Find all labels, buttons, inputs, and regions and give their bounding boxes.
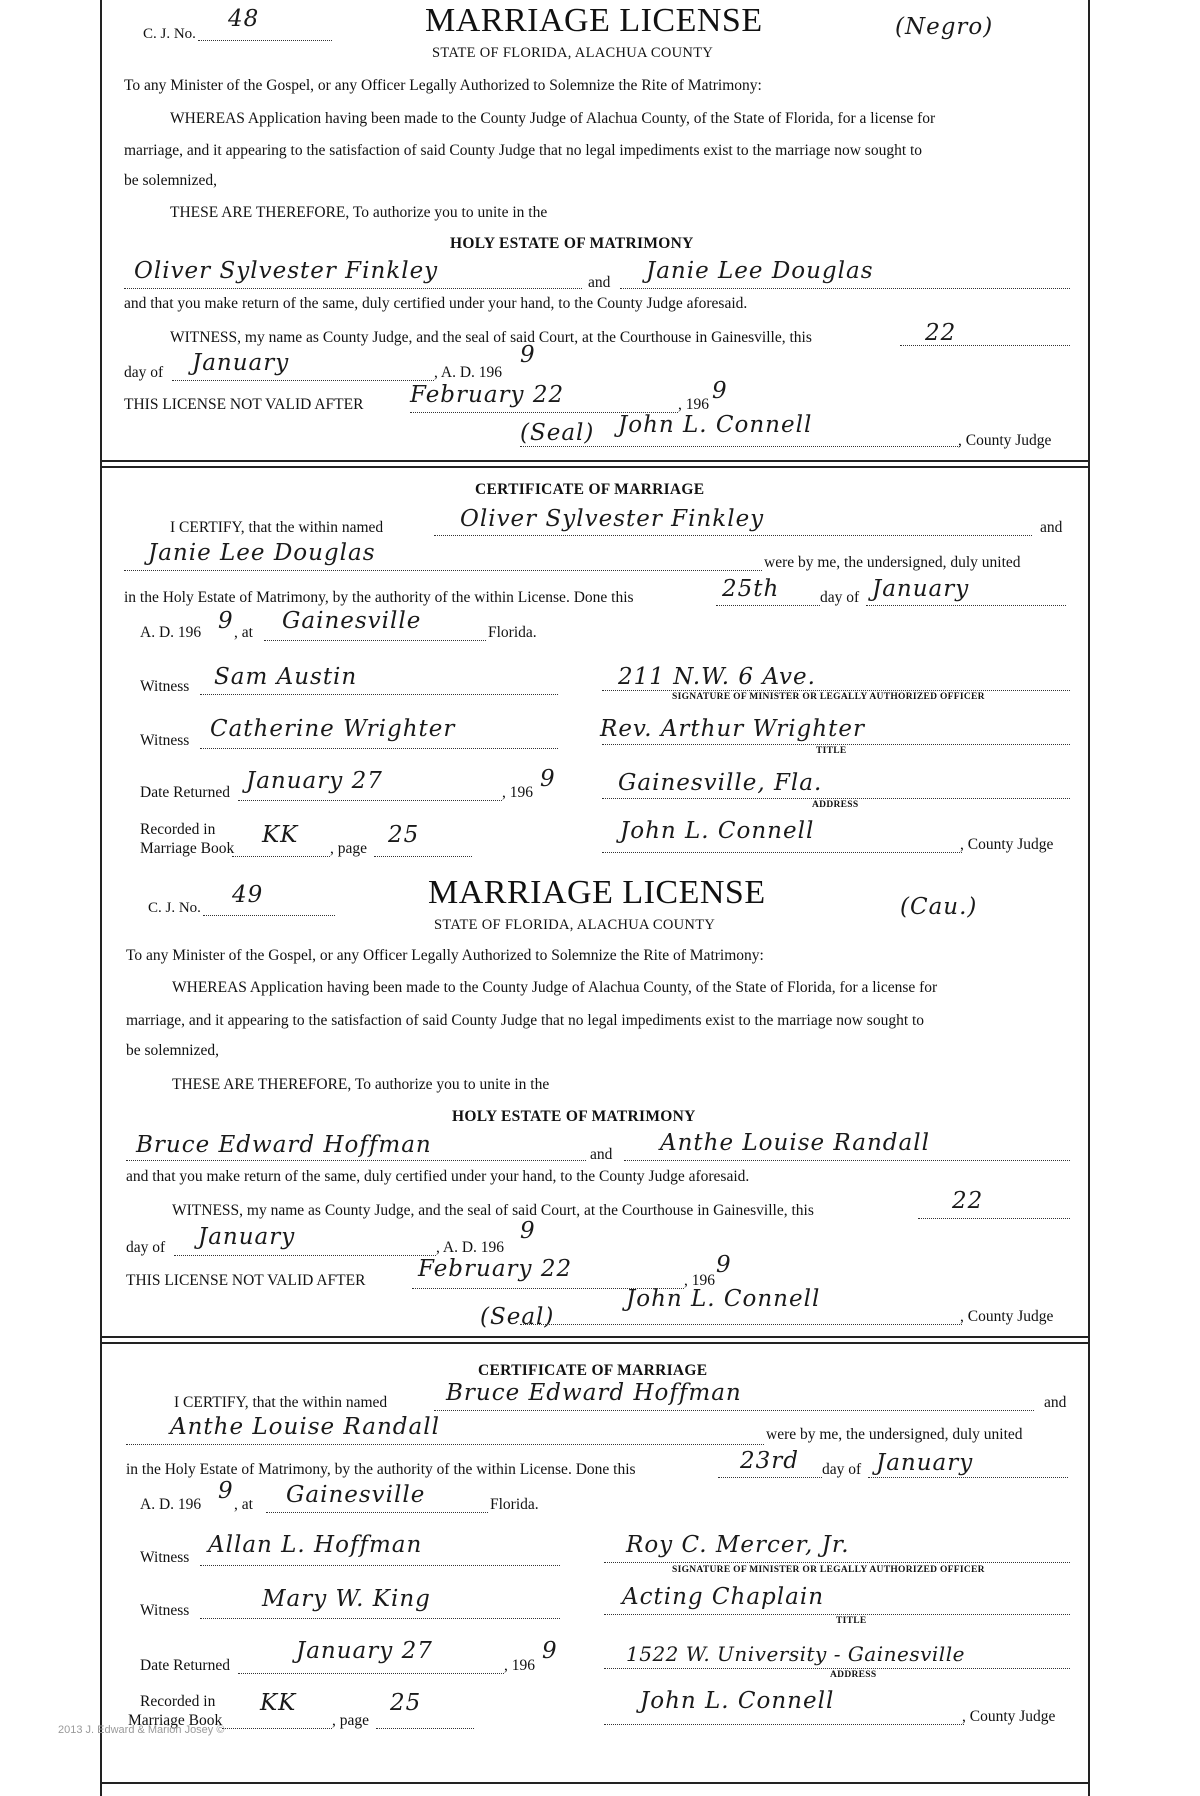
cert-bride-name: Anthe Louise Randall — [170, 1414, 440, 1440]
not-valid-label: THIS LICENSE NOT VALID AFTER — [126, 1272, 366, 1289]
holy-estate-line: in the Holy Estate of Matrimony, by the authority of the within License. Done this — [126, 1461, 636, 1478]
therefore-line: THESE ARE THEREFORE, To authorize you to unite in the — [170, 204, 548, 221]
minister-signature: 211 N.W. 6 Ave. — [618, 664, 816, 690]
address-value: 1522 W. University - Gainesville — [626, 1642, 965, 1666]
license-title: MARRIAGE LICENSE — [425, 2, 763, 39]
groom-name: Bruce Edward Hoffman — [136, 1132, 432, 1158]
whereas-line-1: WHEREAS Application having been made to the County Judge of Alachua County, of the State of Florida, for a license for — [170, 110, 936, 127]
book-value: KK — [260, 1690, 297, 1716]
address-line: To any Minister of the Gospel, or any Officer Legally Authorized to Solemnize the Rite of Matrimony: — [126, 947, 764, 964]
at-label: , at — [234, 1496, 253, 1513]
whereas-line-3: be solemnized, — [124, 172, 217, 189]
sig-minister-caption: SIGNATURE OF MINISTER OR LEGALLY AUTHORIZED OFFICER — [672, 1565, 985, 1575]
ad-196-label: A. D. 196 — [140, 624, 202, 641]
cj-no-value: 48 — [228, 6, 260, 32]
minister-title-value: Acting Chaplain — [622, 1584, 825, 1610]
minister-signature: Roy C. Mercer, Jr. — [626, 1532, 850, 1558]
book-value: KK — [262, 822, 299, 848]
separator — [100, 1336, 1090, 1338]
day-of-label: day of — [126, 1239, 166, 1256]
address-value: Gainesville, Fla. — [618, 770, 823, 796]
witness-1-label: Witness — [140, 1549, 190, 1566]
county-judge-label: , County Judge — [960, 1308, 1054, 1325]
license-subtitle: STATE OF FLORIDA, ALACHUA COUNTY — [432, 45, 714, 61]
witness-2-name: Mary W. King — [262, 1586, 431, 1612]
cj-no-label: C. J. No. — [143, 26, 196, 42]
certify-label: I CERTIFY, that the within named — [174, 1394, 388, 1411]
separator — [100, 466, 1090, 468]
date-returned-label: Date Returned — [140, 784, 230, 801]
marriage-book-label: Marriage Book — [128, 1712, 223, 1729]
cert-judge-signature: John L. Connell — [620, 818, 815, 844]
not-valid-date: February 22 — [410, 382, 565, 408]
minister-title-value: Rev. Arthur Wrighter — [600, 716, 865, 742]
not-valid-year-prefix: , 196 — [684, 1272, 715, 1289]
issue-day: 22 — [952, 1188, 984, 1214]
done-day-of-label: day of — [822, 1461, 862, 1478]
done-month: January — [872, 576, 970, 602]
returned-year-digit: 9 — [542, 1638, 558, 1664]
issue-year-digit: 9 — [520, 342, 536, 368]
done-day: 23rd — [740, 1448, 799, 1474]
done-year-digit: 9 — [218, 608, 234, 634]
cj-no-label: C. J. No. — [148, 900, 201, 916]
witness-1-label: Witness — [140, 678, 190, 695]
united-label: were by me, the undersigned, duly united — [764, 554, 1021, 571]
and-label: and — [588, 274, 611, 291]
address-caption: ADDRESS — [830, 1670, 877, 1680]
witness-2-label: Witness — [140, 1602, 190, 1619]
florida-label: Florida. — [488, 624, 537, 641]
cert-judge-signature: John L. Connell — [640, 1688, 835, 1714]
place: Gainesville — [286, 1482, 426, 1508]
certificate-title: CERTIFICATE OF MARRIAGE — [478, 1362, 708, 1379]
witness-1-name: Sam Austin — [214, 664, 358, 690]
whereas-line-1: WHEREAS Application having been made to the County Judge of Alachua County, of the State of Florida, for a license for — [172, 979, 938, 996]
bride-name: Anthe Louise Randall — [660, 1130, 930, 1156]
county-judge-label: , County Judge — [958, 432, 1052, 449]
cert-bride-name: Janie Lee Douglas — [148, 540, 376, 566]
margin-note: (Negro) — [895, 14, 994, 40]
witness-2-label: Witness — [140, 732, 190, 749]
therefore-line: THESE ARE THEREFORE, To authorize you to unite in the — [172, 1076, 550, 1093]
separator — [100, 460, 1090, 462]
cert-groom-name: Oliver Sylvester Finkley — [460, 506, 765, 532]
holy-estate-heading: HOLY ESTATE OF MATRIMONY — [452, 1108, 696, 1125]
license-subtitle: STATE OF FLORIDA, ALACHUA COUNTY — [434, 917, 716, 933]
whereas-line-2: marriage, and it appearing to the satisfaction of said County Judge that no legal impediments exist to the marriage now sought to — [126, 1012, 925, 1029]
page-label: , page — [332, 1712, 370, 1729]
copyright-watermark: 2013 J. Edward & Marion Josey © — [58, 1724, 225, 1736]
place: Gainesville — [282, 608, 422, 634]
date-returned: January 27 — [246, 768, 383, 794]
page-border-bottom — [100, 1782, 1090, 1784]
judge-signature: John L. Connell — [626, 1286, 821, 1312]
witness-line: WITNESS, my name as County Judge, and the seal of said Court, at the Courthouse in Gainesville, this — [172, 1202, 814, 1219]
return-line: and that you make return of the same, duly certified under your hand, to the County Judge aforesaid. — [126, 1168, 750, 1185]
issue-year-digit: 9 — [520, 1218, 536, 1244]
separator — [100, 1342, 1090, 1344]
not-valid-year-prefix: , 196 — [678, 396, 709, 413]
ad-196-label: A. D. 196 — [140, 1496, 202, 1513]
not-valid-label: THIS LICENSE NOT VALID AFTER — [124, 396, 364, 413]
seal-mark: (Seal) — [480, 1304, 555, 1330]
address-line: To any Minister of the Gospel, or any Officer Legally Authorized to Solemnize the Rite of Matrimony: — [124, 77, 762, 94]
cert-county-judge-label: , County Judge — [960, 836, 1054, 853]
united-label: were by me, the undersigned, duly united — [766, 1426, 1023, 1443]
address-caption: ADDRESS — [812, 800, 859, 810]
sig-minister-caption: SIGNATURE OF MINISTER OR LEGALLY AUTHORIZED OFFICER — [672, 692, 985, 702]
cert-county-judge-label: , County Judge — [962, 1708, 1056, 1725]
not-valid-date: February 22 — [418, 1256, 573, 1282]
issue-day: 22 — [925, 320, 957, 346]
cj-no-value: 49 — [232, 882, 264, 908]
date-returned: January 27 — [296, 1638, 433, 1664]
cert-and-label: and — [1040, 519, 1063, 536]
returned-year-prefix: , 196 — [502, 784, 533, 801]
license-title: MARRIAGE LICENSE — [428, 874, 766, 911]
title-caption: TITLE — [816, 746, 847, 756]
return-line: and that you make return of the same, duly certified under your hand, to the County Judge aforesaid. — [124, 295, 748, 312]
ad-label: , A. D. 196 — [434, 364, 503, 381]
date-returned-label: Date Returned — [140, 1657, 230, 1674]
certify-label: I CERTIFY, that the within named — [170, 519, 384, 536]
bride-name: Janie Lee Douglas — [646, 258, 874, 284]
witness-line: WITNESS, my name as County Judge, and the seal of said Court, at the Courthouse in Gainesville, this — [170, 329, 812, 346]
issue-month: January — [198, 1224, 296, 1250]
and-label: and — [590, 1146, 613, 1163]
done-month: January — [876, 1450, 974, 1476]
margin-note: (Cau.) — [900, 894, 978, 920]
recorded-in-label: Recorded in — [140, 1693, 216, 1710]
title-caption: TITLE — [836, 1616, 867, 1626]
done-day-of-label: day of — [820, 589, 860, 606]
florida-label: Florida. — [490, 1496, 539, 1513]
not-valid-year-digit: 9 — [716, 1252, 732, 1278]
page-border-right — [1088, 0, 1090, 1796]
returned-year-prefix: , 196 — [504, 1657, 535, 1674]
day-of-label: day of — [124, 364, 164, 381]
done-day: 25th — [722, 576, 780, 602]
certificate-title: CERTIFICATE OF MARRIAGE — [475, 481, 705, 498]
holy-estate-heading: HOLY ESTATE OF MATRIMONY — [450, 235, 694, 252]
page-border-left — [100, 0, 102, 1796]
witness-2-name: Catherine Wrighter — [210, 716, 456, 742]
page-label: , page — [330, 840, 368, 857]
page-value: 25 — [390, 1690, 422, 1716]
cert-groom-name: Bruce Edward Hoffman — [446, 1380, 742, 1406]
holy-estate-line: in the Holy Estate of Matrimony, by the authority of the within License. Done this — [124, 589, 634, 606]
judge-signature: John L. Connell — [618, 412, 813, 438]
at-label: , at — [234, 624, 253, 641]
whereas-line-3: be solemnized, — [126, 1042, 219, 1059]
whereas-line-2: marriage, and it appearing to the satisfaction of said County Judge that no legal impediments exist to the marriage now sought to — [124, 142, 923, 159]
recorded-in-label: Recorded in — [140, 821, 216, 838]
witness-1-name: Allan L. Hoffman — [208, 1532, 423, 1558]
done-year-digit: 9 — [218, 1478, 234, 1504]
page-value: 25 — [388, 822, 420, 848]
seal-mark: (Seal) — [520, 420, 595, 446]
marriage-book-label: Marriage Book — [140, 840, 235, 857]
cert-and-label: and — [1044, 1394, 1067, 1411]
ad-label: , A. D. 196 — [436, 1239, 505, 1256]
returned-year-digit: 9 — [540, 766, 556, 792]
issue-month: January — [192, 350, 290, 376]
not-valid-year-digit: 9 — [712, 378, 728, 404]
groom-name: Oliver Sylvester Finkley — [134, 258, 439, 284]
